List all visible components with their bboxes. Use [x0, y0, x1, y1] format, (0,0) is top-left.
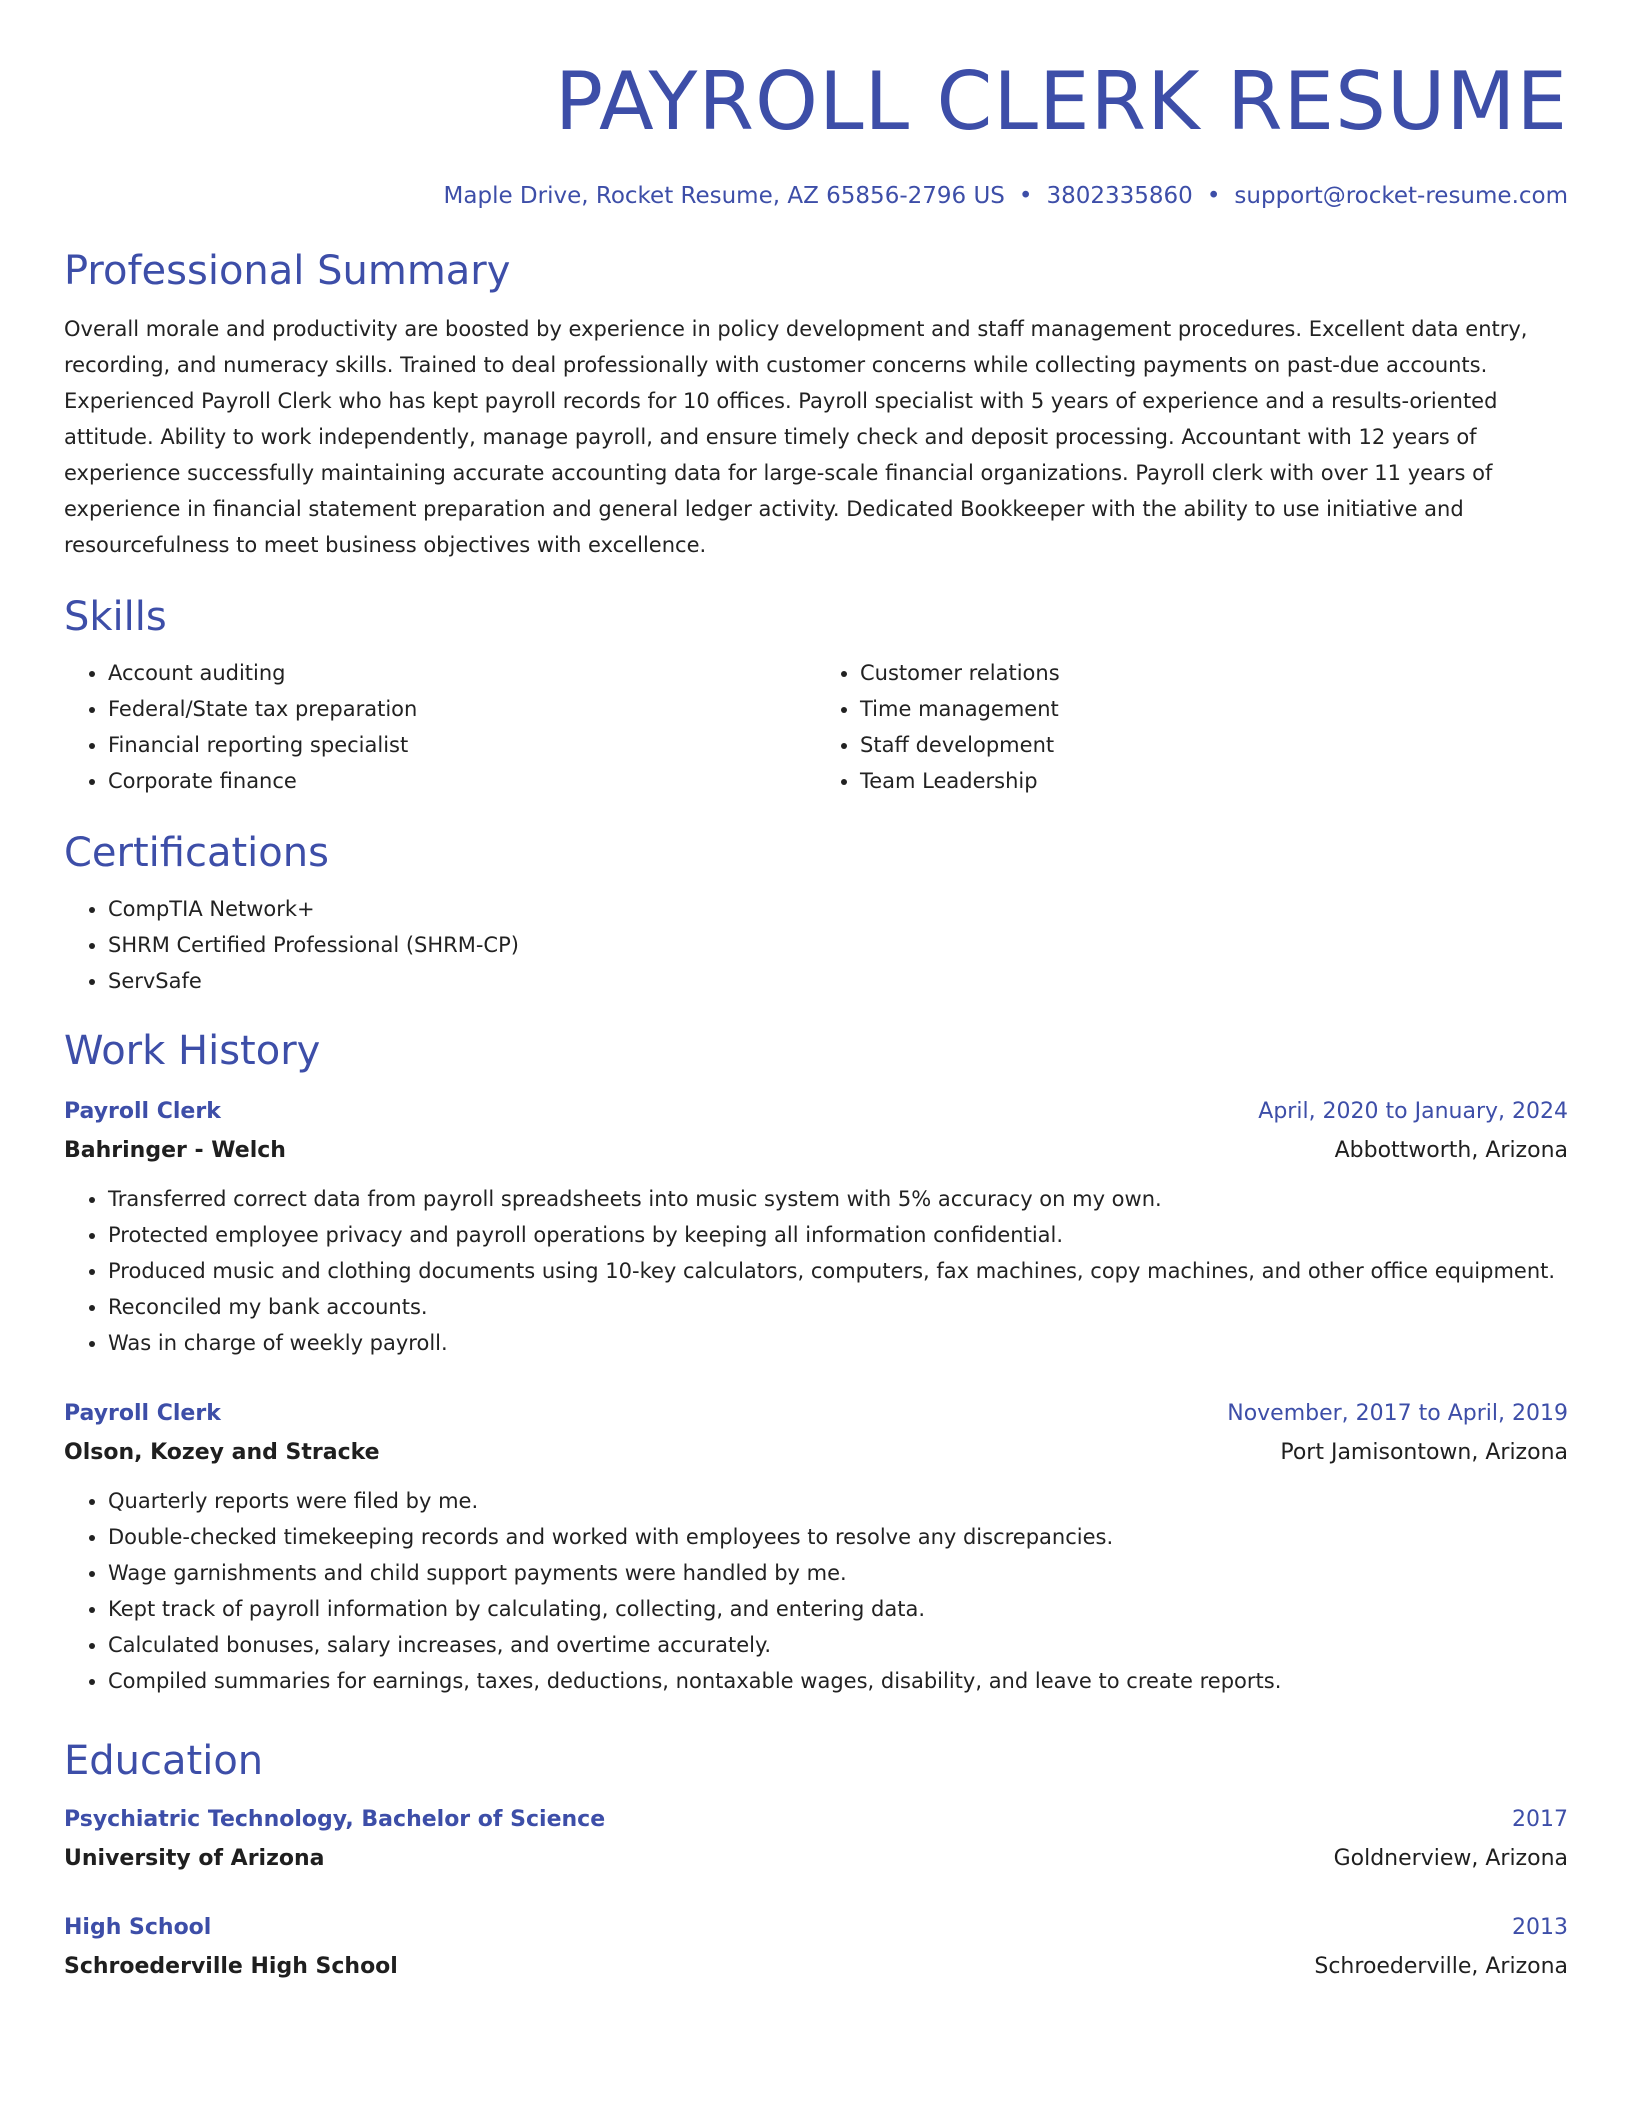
summary-section — [64, 245, 1568, 563]
education-school: Schroederville High School — [64, 1954, 398, 1979]
skill-item: • Time management — [860, 691, 1568, 727]
job-bullets — [64, 1181, 1568, 1361]
education-school: University of Arizona — [64, 1846, 325, 1871]
job-company-row — [64, 1131, 1568, 1171]
job-bullet: • Compiled summaries for earnings, taxes, deductions, nontaxable wages, disability, and leave to create reports. — [108, 1663, 1568, 1699]
contact-line — [64, 180, 1568, 212]
job-heading-row — [64, 1093, 1568, 1131]
job-role: Payroll Clerk — [64, 1099, 221, 1124]
education-heading-row — [64, 1801, 1568, 1839]
section-title-summary: Professional Summary — [64, 248, 511, 294]
skills-section — [64, 591, 1568, 799]
job-bullet: • Protected employee privacy and payroll operations by keeping all information confidential. — [108, 1217, 1568, 1253]
education-location: Goldnerview, Arizona — [1333, 1846, 1568, 1871]
job-bullet: • Quarterly reports were filed by me. — [108, 1483, 1568, 1519]
job-bullet: • Was in charge of weekly payroll. — [108, 1325, 1568, 1361]
work-history-section — [64, 1025, 1568, 1699]
skills-columns — [64, 655, 1568, 799]
contact-phone[interactable]: 3802335860 — [1046, 183, 1193, 209]
job-bullet: • Reconciled my bank accounts. — [108, 1289, 1568, 1325]
job-bullet: • Double-checked timekeeping records and worked with employees to resolve any discrepancies. — [108, 1519, 1568, 1555]
job-role: Payroll Clerk — [64, 1401, 221, 1426]
education-section — [64, 1735, 1568, 1987]
resume-header — [64, 0, 1568, 212]
education-school-row — [64, 1947, 1568, 1987]
certification-item: • CompTIA Network+ — [108, 891, 1568, 927]
job-location: Port Jamisontown, Arizona — [1280, 1440, 1568, 1465]
skill-item: • Customer relations — [860, 655, 1568, 691]
job-bullets — [64, 1483, 1568, 1699]
certifications-list — [64, 891, 1568, 999]
education-location: Schroederville, Arizona — [1314, 1954, 1568, 1979]
job-bullet: • Produced music and clothing documents using 10-key calculators, computers, fax machines, copy machines, and other office equipment. — [108, 1253, 1568, 1289]
job-entry — [64, 1093, 1568, 1361]
job-location: Abbottworth, Arizona — [1334, 1138, 1568, 1163]
contact-address: Maple Drive, Rocket Resume, AZ 65856-2796 US — [443, 183, 1005, 209]
education-degree: High School — [64, 1915, 212, 1940]
summary-text: Overall morale and productivity are boosted by experience in policy development and staff management procedures. Excellent data entry, recording, and numeracy skills. Trained to deal professionally with customer concerns while collecting payments on past-due accounts. Experienced Payroll Clerk who has kept payroll records for 10 offices. Payroll specialist with 5 years of experience and a results-oriented attitude. Ability to work independently, manage payroll, and ensure timely check and deposit processing. Accountant with 12 years of experience successfully maintaining accurate accounting data for large-scale financial organizations. Payroll clerk with over 11 years of experience in financial statement preparation and general ledger activity. Dedicated Bookkeeper with the ability to use initiative and resourcefulness to meet business objectives with excellence. — [64, 317, 1528, 557]
job-company: Olson, Kozey and Stracke — [64, 1440, 380, 1465]
job-bullet: • Wage garnishments and child support payments were handled by me. — [108, 1555, 1568, 1591]
job-bullet: • Kept track of payroll information by calculating, collecting, and entering data. — [108, 1591, 1568, 1627]
skill-item: • Team Leadership — [860, 763, 1568, 799]
education-degree: Psychiatric Technology, Bachelor of Science — [64, 1807, 606, 1832]
job-bullet: • Calculated bonuses, salary increases, and overtime accurately. — [108, 1627, 1568, 1663]
section-title-education: Education — [64, 1738, 264, 1784]
job-dates: November, 2017 to April, 2019 — [1227, 1401, 1568, 1426]
certification-item: • ServSafe — [108, 963, 1568, 999]
job-entry — [64, 1395, 1568, 1699]
skills-list-left — [64, 655, 816, 799]
education-entry — [64, 1801, 1568, 1879]
education-school-row — [64, 1839, 1568, 1879]
section-title-certifications: Certifications — [64, 830, 329, 876]
education-year: 2013 — [1512, 1915, 1568, 1940]
contact-email[interactable]: support@rocket-resume.com — [1234, 183, 1568, 209]
skill-item: • Financial reporting specialist — [108, 727, 816, 763]
job-heading-row — [64, 1395, 1568, 1433]
certifications-section — [64, 827, 1568, 999]
contact-separator: • — [1018, 183, 1033, 209]
education-year: 2017 — [1512, 1807, 1568, 1832]
certification-item: • SHRM Certified Professional (SHRM-CP) — [108, 927, 1568, 963]
skill-item: • Account auditing — [108, 655, 816, 691]
section-title-work-history: Work History — [64, 1028, 321, 1074]
contact-separator: • — [1206, 183, 1221, 209]
skill-item: • Corporate finance — [108, 763, 816, 799]
job-bullet: • Transferred correct data from payroll spreadsheets into music system with 5% accuracy on my own. — [108, 1181, 1568, 1217]
section-title-skills: Skills — [64, 594, 167, 640]
skill-item: • Federal/State tax preparation — [108, 691, 816, 727]
education-entry — [64, 1909, 1568, 1987]
job-dates: April, 2020 to January, 2024 — [1258, 1099, 1568, 1124]
resume-title: PAYROLL CLERK RESUME — [554, 55, 1568, 148]
education-heading-row — [64, 1909, 1568, 1947]
skills-list-right — [816, 655, 1568, 799]
job-company: Bahringer - Welch — [64, 1138, 286, 1163]
job-company-row — [64, 1433, 1568, 1473]
skill-item: • Staff development — [860, 727, 1568, 763]
